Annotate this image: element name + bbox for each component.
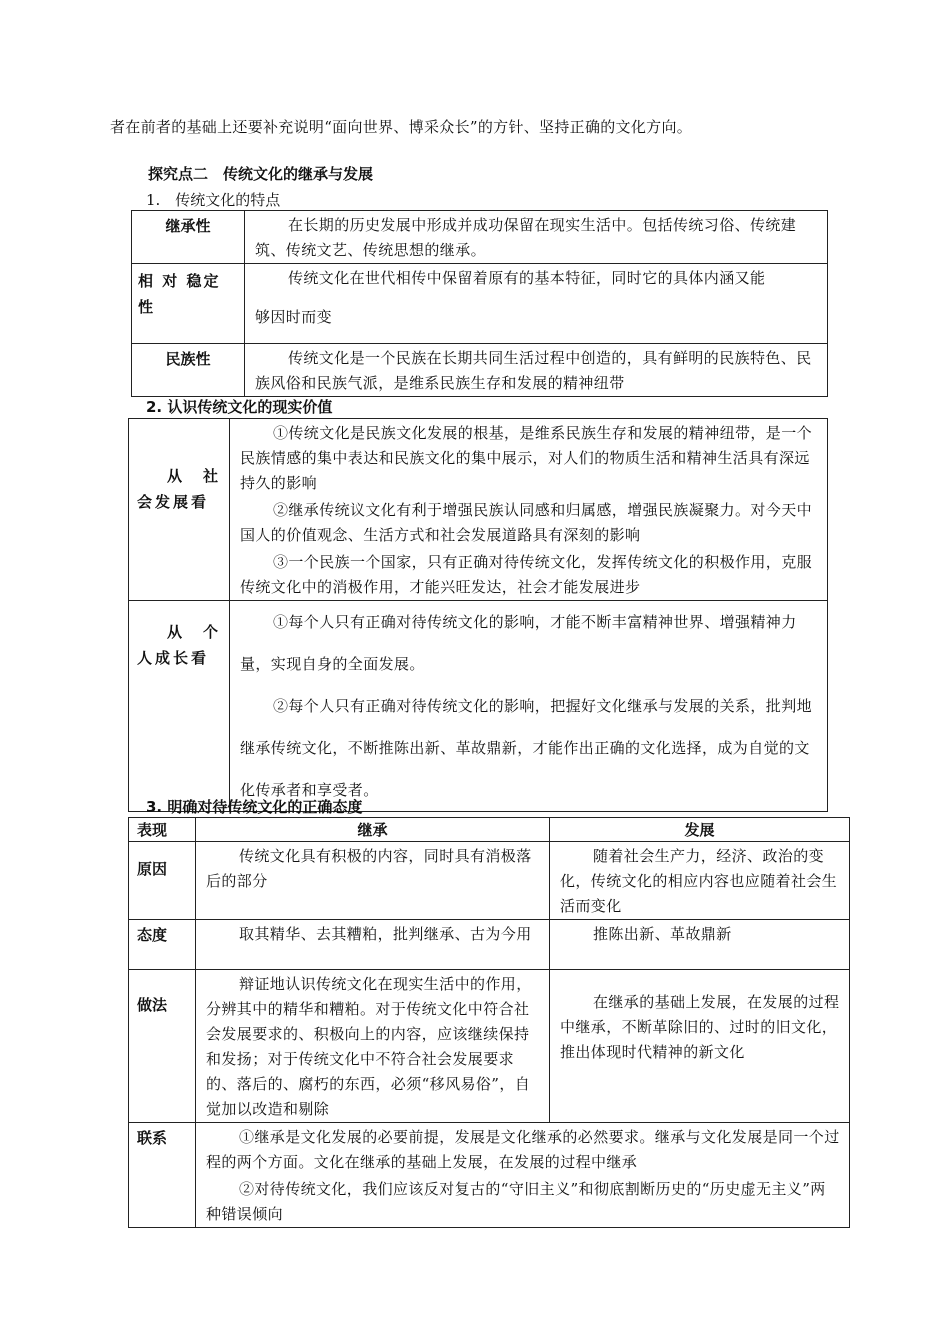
list-item: ①每个人只有正确对待传统文化的影响，才能不断丰富精神世界、增强精神力量，实现自身的全面发展。 [240,613,797,673]
table-header-row [129,818,850,842]
develop-cell [550,920,850,970]
table-row [129,419,828,601]
list-item: ①继承是文化发展的必要前提，发展是文化继承的必然要求。继承与文化发展是同一个过程的两个方面。文化在继承的基础上发展，在发展的过程中继承 [206,1128,840,1171]
row-text-cell [245,344,828,397]
row-label: 相 对 稳定性 [138,272,221,316]
develop-cell [550,842,850,920]
part1-heading: 1. 传统文化的特点 [146,191,281,209]
part3-heading: 3. 明确对待传统文化的正确态度 [146,798,363,816]
intro-paragraph: 者在前者的基础上还要补充说明“面向世界、博采众长”的方针、坚持正确的文化方向。 [110,118,693,136]
table-row [129,601,828,812]
row-label-cell [132,344,245,397]
develop-cell [550,970,850,1123]
row-text-line2: 够因时而变 [255,308,333,326]
table-row [129,842,850,920]
table-row [132,211,828,264]
inherit-text: 取其精华、去其糟粕，批判继承、古为今用 [239,925,532,943]
row-text-cell [230,601,828,812]
header-label: 发展 [684,821,715,839]
row-label-cell [129,601,230,812]
inherit-cell [196,970,550,1123]
row-text: 在长期的历史发展中形成并成功保留在现实生活中。包括传统习俗、传统建筑、传统文艺、传统思想的继承。 [255,216,797,259]
row-label: 民族性 [165,350,211,368]
row-label: 从 个人成长看 [137,623,222,667]
row-text: 传统文化是一个民族在长期共同生活过程中创造的，具有鲜明的民族特色、民族风俗和民族气派，是维系民族生存和发展的精神纽带 [255,349,812,392]
row-label: 继承性 [165,217,211,235]
inherit-cell [196,842,550,920]
row-label: 原因 [137,860,168,878]
header-label: 继承 [357,821,388,839]
value-table [128,418,828,812]
header-cell [129,818,196,842]
list-item: ②继承传统议文化有利于增强民族认同感和归属感，增强民族凝聚力。对今天中国人的价值观念、生活方式和社会发展道路具有深刻的影响 [240,501,813,544]
table-row [129,920,850,970]
section-title: 探究点二 传统文化的继承与发展 [148,165,374,183]
header-cell [550,818,850,842]
row-label-cell [132,264,245,344]
row-label: 从 社会发展看 [137,467,222,511]
table-row [129,970,850,1123]
list-item: ②对待传统文化，我们应该反对复古的“守旧主义”和彻底割断历史的“历史虚无主义”两种错误倾向 [206,1180,826,1223]
inherit-cell [196,920,550,970]
table-row [132,344,828,397]
part2-heading: 2. 认识传统文化的现实价值 [146,398,333,416]
row-label: 态度 [137,926,168,944]
develop-text: 随着社会生产力，经济、政治的变化，传统文化的相应内容也应随着社会生活而变化 [560,847,838,915]
list-item: ①传统文化是民族文化发展的根基，是维系民族生存和发展的精神纽带，是一个民族情感的集中表达和民族文化的集中展示，对人们的物质生活和精神生活具有深远持久的影响 [240,424,813,492]
row-label-cell [129,419,230,601]
row-text-line1: 传统文化在世代相传中保留着原有的基本特征，同时它的具体内涵又能 [288,269,766,287]
inherit-text: 辩证地认识传统文化在现实生活中的作用，分辨其中的精华和糟粕。对于传统文化中符合社会发展要求的、积极向上的内容，应该继续保持和发扬；对于传统文化中不符合社会发展要求的、落后的、腐朽的东西，必须“移风易俗”，自觉加以改造和剔除 [206,975,532,1118]
row-text-cell [230,419,828,601]
row-label-cell [132,211,245,264]
row-label-cell [129,970,196,1123]
list-item: ②每个人只有正确对待传统文化的影响，把握好文化继承与发展的关系，批判地继承传统文化，不断推陈出新、革故鼎新，才能作出正确的文化选择，成为自觉的文化传承者和享受者。 [240,697,813,799]
row-label: 联系 [137,1129,168,1147]
develop-text: 推陈出新、革故鼎新 [593,925,732,943]
attitude-table [128,817,850,1228]
table-row [129,1123,850,1228]
row-label-cell [129,1123,196,1228]
row-text-cell [245,211,828,264]
header-cell [196,818,550,842]
row-text-cell [245,264,828,344]
header-label: 表现 [137,821,168,839]
inherit-text: 传统文化具有积极的内容，同时具有消极落后的部分 [206,847,532,890]
row-label-cell [129,920,196,970]
link-cell [196,1123,850,1228]
list-item: ③一个民族一个国家，只有正确对待传统文化，发挥传统文化的积极作用，克服传统文化中的消极作用，才能兴旺发达，社会才能发展进步 [240,553,813,596]
develop-text: 在继承的基础上发展，在发展的过程中继承，不断革除旧的、过时的旧文化，推出体现时代精神的新文化 [560,993,840,1061]
table-row [132,264,828,344]
row-label: 做法 [137,996,168,1014]
row-label-cell [129,842,196,920]
features-table [131,210,828,397]
